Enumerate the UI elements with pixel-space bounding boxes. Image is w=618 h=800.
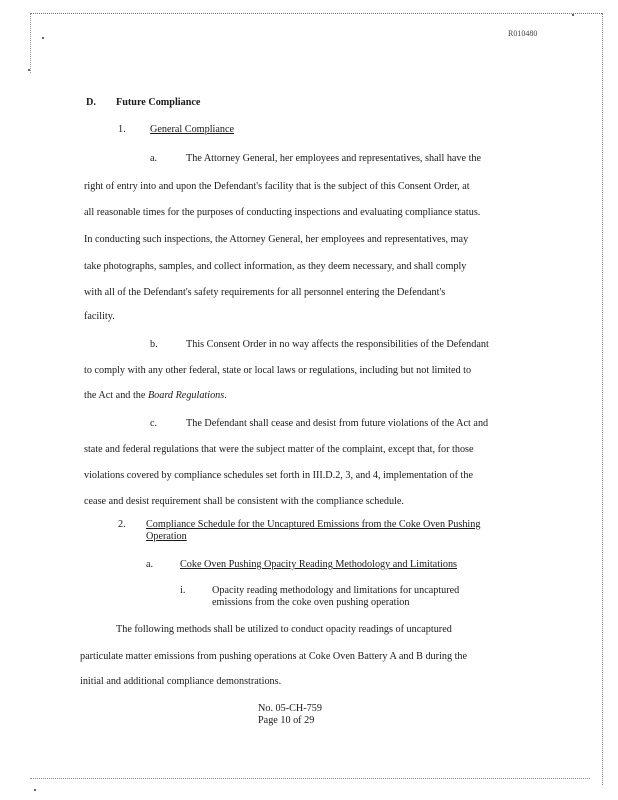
scan-speck	[34, 789, 36, 791]
subsection-2-number: 2.	[118, 519, 126, 530]
footer-case-number: No. 05-CH-759	[258, 703, 322, 714]
subsection-2-title-line2: Operation	[146, 531, 187, 542]
para-c-line: The Defendant shall cease and desist from future violations of the Act and	[186, 418, 489, 429]
closing-line: initial and additional compliance demonstrations.	[80, 676, 282, 687]
subsection-1-number: 1.	[118, 124, 126, 135]
scan-speck	[28, 69, 30, 71]
section-letter: D.	[86, 97, 96, 108]
para-c-label: c.	[150, 418, 158, 429]
footer-page-number: Page 10 of 29	[258, 715, 315, 726]
para-c-line: state and federal regulations that were the subject matter of the complaint, except that, for those	[84, 444, 474, 455]
scan-edge-top	[30, 13, 602, 14]
para-a-line: In conducting such inspections, the Attorney General, her employees and representatives, may	[84, 234, 469, 245]
para-a-line: right of entry into and upon the Defendant's facility that is the subject of this Consent Order, at	[84, 181, 470, 192]
para-a-line: all reasonable times for the purposes of conducting inspections and evaluating compliance status.	[84, 207, 481, 218]
para-a-line: facility.	[84, 311, 115, 322]
item-i-line1: Opacity reading methodology and limitations for uncaptured	[212, 585, 460, 596]
subsection-2a-label: a.	[146, 559, 154, 570]
subsection-2-title-line1: Compliance Schedule for the Uncaptured Emissions from the Coke Oven Pushing	[146, 519, 481, 530]
subsection-1-title: General Compliance	[150, 124, 235, 135]
para-a-line: take photographs, samples, and collect information, as they deem necessary, and shall comply	[84, 261, 467, 272]
para-b-line: to comply with any other federal, state or local laws or regulations, including but not limited to	[84, 365, 472, 376]
scan-speck	[42, 37, 44, 39]
para-a-line: The Attorney General, her employees and representatives, shall have the	[186, 153, 482, 164]
bates-stamp: R010480	[508, 29, 538, 38]
para-a-line: with all of the Defendant's safety requirements for all personnel entering the Defendant's	[84, 287, 446, 298]
para-b-label: b.	[150, 339, 158, 350]
scan-edge-bottom	[30, 778, 590, 779]
scan-speck	[572, 14, 574, 16]
para-b-last-line	[84, 390, 227, 402]
subsection-2a-title: Coke Oven Pushing Opacity Reading Methodology and Limitations	[180, 559, 458, 570]
para-c-line: violations covered by compliance schedules set forth in III.D.2, 3, and 4, implementation of the	[84, 470, 474, 481]
scan-edge-right	[602, 13, 603, 785]
item-i-line2: emissions from the coke oven pushing operation	[212, 597, 410, 608]
para-b-last-suffix: .	[224, 390, 227, 401]
closing-line: The following methods shall be utilized to conduct opacity readings of uncaptured	[116, 624, 452, 635]
para-b-line: This Consent Order in no way affects the responsibilities of the Defendant	[186, 339, 489, 350]
closing-line: particulate matter emissions from pushing operations at Coke Oven Battery A and B during the	[80, 651, 468, 662]
board-regulations-ref: Board Regulations	[147, 390, 225, 401]
section-title: Future Compliance	[116, 97, 201, 108]
para-a-label: a.	[150, 153, 158, 164]
para-b-last-prefix: the Act and the	[84, 390, 148, 401]
para-c-line: cease and desist requirement shall be consistent with the compliance schedule.	[84, 496, 404, 507]
scan-edge-left	[30, 13, 31, 73]
item-i-label: i.	[180, 585, 186, 596]
